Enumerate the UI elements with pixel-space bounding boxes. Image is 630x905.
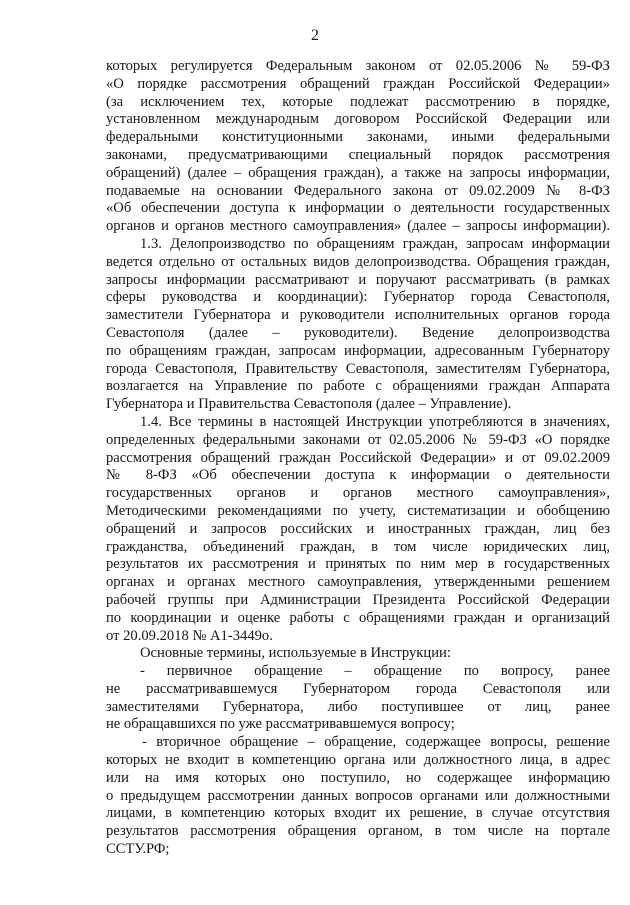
text-line: не рассматривавшемуся Губернатором города Севастополя или — [106, 680, 610, 697]
text-line: «О порядке рассмотрения обращений граждан Российской Федерации» — [106, 75, 610, 92]
text-line: (за исключением тех, которые подлежат рассмотрению в порядке, — [106, 93, 610, 110]
text-line: о предыдущем рассмотрении данных вопросов органами или должностными — [106, 787, 610, 804]
text-line: ведется отдельно от остальных видов делопроизводства. Обращения граждан, — [106, 253, 610, 270]
text-line: - первичное обращение – обращение по вопросу, ранее — [140, 663, 610, 680]
text-line: государственных органов и органов местного самоуправления», — [106, 485, 610, 502]
text-line: Губернатора и Правительства Севастополя (далее – Управление). — [106, 396, 512, 413]
text-line: - вторичное обращение – обращение, содержащее вопросы, решение — [142, 734, 610, 751]
text-line: которых не входит в компетенцию органа или должностного лица, в адрес — [106, 752, 610, 769]
text-line: результатов их рассмотрения и принятых по ним мер в государственных — [106, 556, 610, 573]
text-line: органов и органов местного самоуправления» (далее – запросы информации). — [106, 218, 610, 235]
text-line: ССТУ.РФ; — [106, 841, 170, 858]
text-line: от 20.09.2018 № А1-3449о. — [106, 627, 273, 644]
text-line: 1.4. Все термины в настоящей Инструкции употребляются в значениях, — [140, 413, 610, 430]
text-line: Основные термины, используемые в Инструкции: — [140, 645, 451, 662]
text-line: законами, предусматривающими специальный порядок рассмотрения — [106, 146, 610, 163]
text-line: города Севастополя, Правительству Севастополя, заместителям Губернатора, — [106, 360, 610, 377]
text-line: подаваемые на основании Федерального закона от 09.02.2009 № 8-ФЗ — [106, 182, 610, 199]
text-line: сферы руководства и координации): Губернатор города Севастополя, — [106, 289, 610, 306]
text-line: Севастополя (далее – руководители). Ведение делопроизводства — [106, 324, 610, 341]
text-line: Методическими рекомендациями по учету, систематизации и обобщению — [106, 502, 610, 519]
text-line: определенных федеральными законами от 02.05.2006 № 59-ФЗ «О порядке — [106, 431, 610, 448]
text-line: обращений и запросов российских и иностранных граждан, лиц без — [106, 520, 610, 537]
text-line: рабочей группы при Администрации Президента Российской Федерации — [106, 591, 610, 608]
text-line: или на имя которых оно поступило, но содержащее информацию — [106, 769, 610, 786]
text-line: органах и органах местного самоуправления, утвержденными решением — [106, 574, 610, 591]
text-line: № 8-ФЗ «Об обеспечении доступа к информации о деятельности — [106, 467, 610, 484]
text-line: по обращениям граждан, запросам информации, адресованным Губернатору — [106, 342, 610, 359]
text-line: не обращавшихся по уже рассматривавшемуся вопросу; — [106, 716, 455, 733]
text-line: гражданства, объединений граждан, в том числе юридических лиц, — [106, 538, 610, 555]
text-line: обращений) (далее – обращения граждан), а также на запросы информации, — [106, 164, 610, 181]
text-line: которых регулируется Федеральным законом от 02.05.2006 № 59-ФЗ — [106, 58, 610, 74]
text-line: по координации и оценке работы с обращениями граждан и организаций — [106, 609, 610, 626]
text-line: «Об обеспечении доступа к информации о деятельности государственных — [106, 200, 610, 217]
text-line: установленном международным договором Российской Федерации или — [106, 111, 610, 128]
text-line: рассмотрения обращений граждан Российской Федерации» и от 09.02.2009 — [106, 449, 610, 466]
text-line: возлагается на Управление по работе с обращениями граждан Аппарата — [106, 378, 610, 395]
text-line: заместителями Губернатора, либо поступившее от лиц, ранее — [106, 698, 610, 715]
text-line: лицами, в компетенцию которых входит их решение, в случае отсутствия — [106, 805, 610, 822]
document-body — [106, 58, 610, 859]
text-line: заместители Губернатора и руководители исполнительных органов города — [106, 307, 610, 324]
text-line: запросы информации рассматривают и поручают рассматривать (в рамках — [106, 271, 610, 288]
page-number: 2 — [311, 27, 319, 44]
text-line: результатов рассмотрения обращения органом, в том числе на портале — [106, 823, 610, 840]
text-line: 1.3. Делопроизводство по обращениям граждан, запросам информации — [140, 235, 610, 252]
text-line: федеральными конституционными законами, иными федеральными — [106, 129, 610, 146]
